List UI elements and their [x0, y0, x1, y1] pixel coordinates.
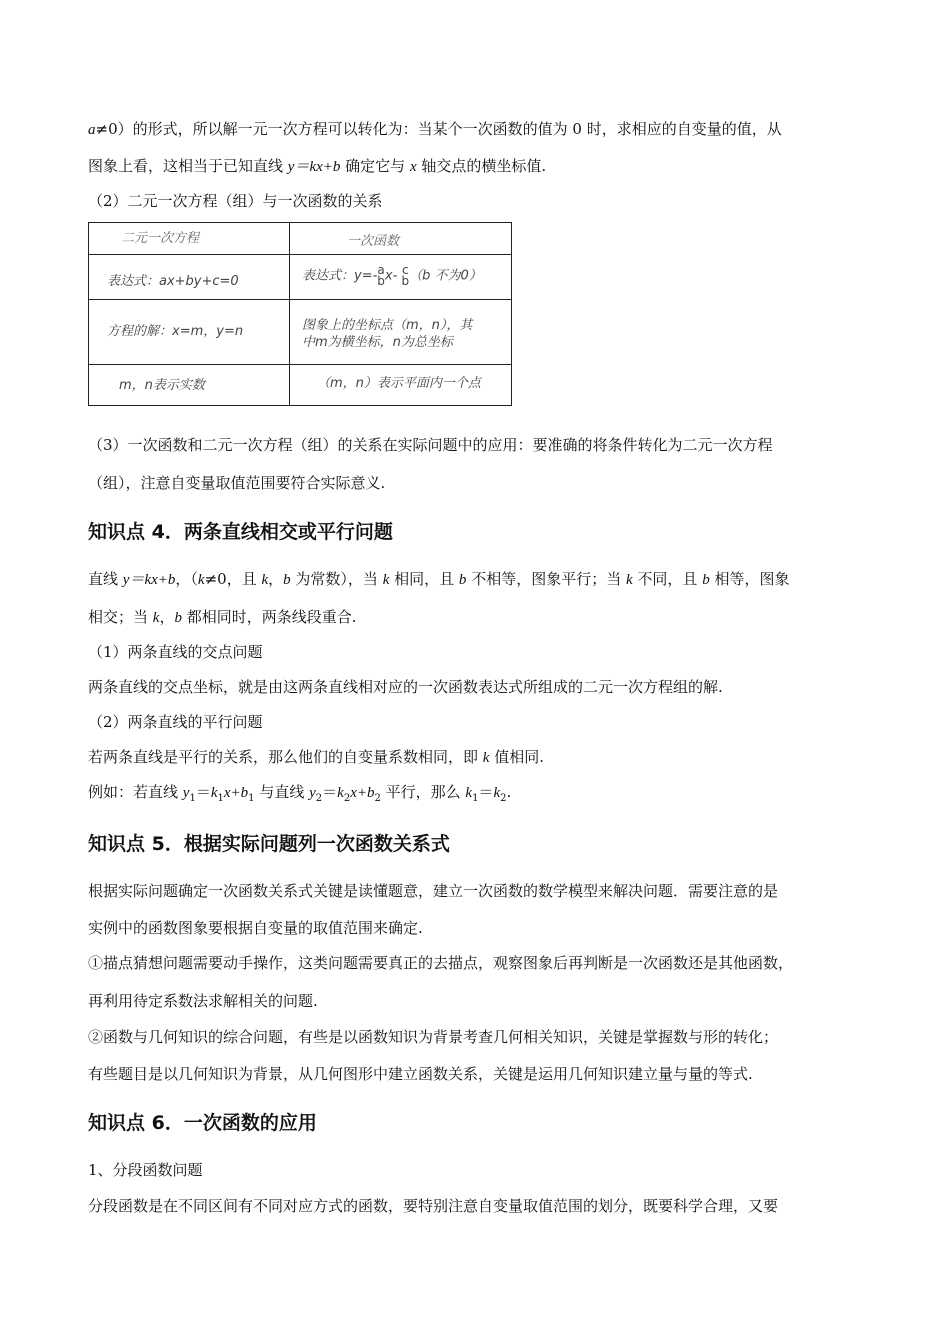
- table-cell: （m，n）表示平面内一个点: [317, 376, 481, 391]
- subscript: 1: [189, 793, 196, 804]
- var-b: b: [702, 572, 710, 588]
- table-row-line: [89, 364, 511, 365]
- paragraph-line: 两条直线的交点坐标，就是由这两条直线相对应的一次函数表达式所组成的二元一次方程组的解.: [88, 678, 723, 696]
- fraction: [377, 265, 385, 287]
- text: 相同，且: [389, 570, 459, 588]
- var-k: k: [337, 785, 344, 801]
- text: 与直线: [254, 783, 310, 801]
- text: 例如：若直线: [88, 783, 183, 801]
- equation: y＝kx+b: [122, 572, 176, 588]
- text: 相等，图象: [709, 570, 790, 588]
- text: （b 不为0）: [409, 268, 482, 284]
- var-k: k: [261, 572, 269, 588]
- subscript: 2: [374, 793, 381, 804]
- numerator: a: [377, 263, 385, 277]
- equation: y＝kx+b: [287, 159, 341, 175]
- paragraph-line: 分段函数是在不同区间有不同对应方式的函数，要特别注意自变量取值范围的划分，既要科学合理，又要: [88, 1197, 779, 1215]
- table-cell: 表达式：ax+by+c=0: [107, 274, 239, 289]
- section-heading-6: 知识点 6．一次函数的应用: [88, 1112, 317, 1134]
- text: 不相等，图象平行；当: [466, 570, 626, 588]
- equals: ＝: [478, 783, 494, 801]
- subheading: （2）二元一次方程（组）与一次函数的关系: [88, 192, 383, 210]
- section-heading-4: 知识点 4．两条直线相交或平行问题: [88, 521, 393, 543]
- paragraph-line: ①描点猜想问题需要动手操作，这类问题需要真正的去描点，观察图象后再判断是一次函数还是其他函数，: [88, 954, 794, 972]
- var-y: y: [182, 785, 190, 801]
- text: .: [506, 783, 512, 801]
- var-k: k: [197, 572, 205, 588]
- paragraph-line: [88, 746, 880, 769]
- text: ≠0）的形式，所以解一元一次方程可以转化为：当某个一次函数的值为 0 时，求相应的自变量的值，从: [95, 120, 782, 138]
- text: 直线: [88, 570, 123, 588]
- var-k: k: [465, 785, 473, 801]
- relation-table: [88, 222, 512, 406]
- subheading: 1、分段函数问题: [88, 1161, 203, 1179]
- text: ≠0，且: [204, 570, 262, 588]
- paragraph-line: ②函数与几何知识的综合问题，有些是以函数知识为背景考查几何相关知识，关键是掌握数与形的转化；: [88, 1028, 779, 1046]
- var-k: k: [152, 610, 160, 626]
- text: 值相同.: [489, 748, 544, 766]
- denominator: b: [401, 274, 410, 288]
- var-y: y: [309, 785, 316, 801]
- subscript: 1: [248, 793, 255, 804]
- table-divider: [289, 223, 290, 405]
- text: 为常数），当: [290, 570, 383, 588]
- var-k: k: [482, 750, 490, 766]
- paragraph-line: [88, 568, 880, 591]
- var-b: b: [458, 572, 467, 588]
- subheading: （1）两条直线的交点问题: [88, 643, 263, 661]
- var-k: k: [493, 785, 501, 801]
- paragraph-line: 有些题目是以几何知识为背景，从几何图形中建立函数关系，关键是运用几何知识建立量与量的等式.: [88, 1065, 753, 1083]
- text: ，: [268, 570, 284, 588]
- expr: x+b: [350, 785, 375, 801]
- paragraph-line: [88, 606, 880, 629]
- paragraph-line: （组），注意自变量取值范围要符合实际意义.: [88, 474, 386, 492]
- example-line: [88, 781, 880, 810]
- text: x-: [384, 268, 398, 284]
- paragraph-line: [88, 155, 880, 178]
- subscript: 2: [500, 793, 507, 804]
- equals: ＝: [195, 783, 211, 801]
- var-a: a: [88, 122, 96, 138]
- text: ，: [159, 608, 175, 626]
- numerator: c: [401, 263, 409, 277]
- paragraph-line: 实例中的函数图象要根据自变量的取值范围来确定.: [88, 919, 423, 937]
- text: 若两条直线是平行的关系，那么他们的自变量系数相同，即: [88, 748, 483, 766]
- text: 图象上看，这相当于已知直线: [88, 157, 288, 175]
- var-k: k: [382, 572, 390, 588]
- denominator: b: [377, 274, 385, 288]
- equals: ＝: [322, 783, 338, 801]
- text: 表达式：y=-: [302, 268, 378, 284]
- text: 确定它与: [340, 157, 410, 175]
- expr: x+b: [223, 785, 249, 801]
- section-heading-5: 知识点 5．根据实际问题列一次函数关系式: [88, 833, 450, 855]
- table-row-line: [89, 299, 511, 300]
- subscript: 1: [472, 793, 479, 804]
- var-k: k: [210, 785, 218, 801]
- text: ，（: [175, 570, 198, 588]
- table-cell: 图象上的坐标点（m，n），其: [302, 318, 473, 333]
- table-row-line: [89, 254, 511, 255]
- text: 都相同时，两条线段重合.: [181, 608, 357, 626]
- var-b: b: [174, 610, 182, 626]
- text: 轴交点的横坐标值.: [416, 157, 547, 175]
- paragraph-line: [88, 118, 880, 141]
- paragraph-line: 再利用待定系数法求解相关的问题.: [88, 992, 318, 1010]
- subscript: 1: [217, 793, 224, 804]
- paragraph-line: 根据实际问题确定一次函数关系式关键是读懂题意，建立一次函数的数学模型来解决问题．需要注意的是: [88, 882, 779, 900]
- text: 相交；当: [88, 608, 153, 626]
- table-cell: 中m为横坐标，n为总坐标: [302, 335, 453, 350]
- subheading: （2）两条直线的平行问题: [88, 713, 263, 731]
- paragraph-line: （3）一次函数和二元一次方程（组）的关系在实际问题中的应用：要准确的将条件转化为二元一次方程: [88, 436, 773, 454]
- text: 平行，那么: [380, 783, 466, 801]
- table-header-left: 二元一次方程: [121, 231, 200, 246]
- fraction: [401, 265, 409, 287]
- var-b: b: [283, 572, 291, 588]
- table-cell-formula: [302, 265, 482, 287]
- var-x: x: [409, 159, 417, 175]
- table-cell: m，n表示实数: [119, 378, 205, 393]
- table-cell: 方程的解：x=m，y=n: [107, 324, 244, 339]
- subscript: 2: [343, 793, 351, 804]
- table-header-right: 一次函数: [347, 234, 400, 249]
- subscript: 2: [315, 793, 323, 804]
- var-k: k: [625, 572, 633, 588]
- text: 不同，且: [632, 570, 703, 588]
